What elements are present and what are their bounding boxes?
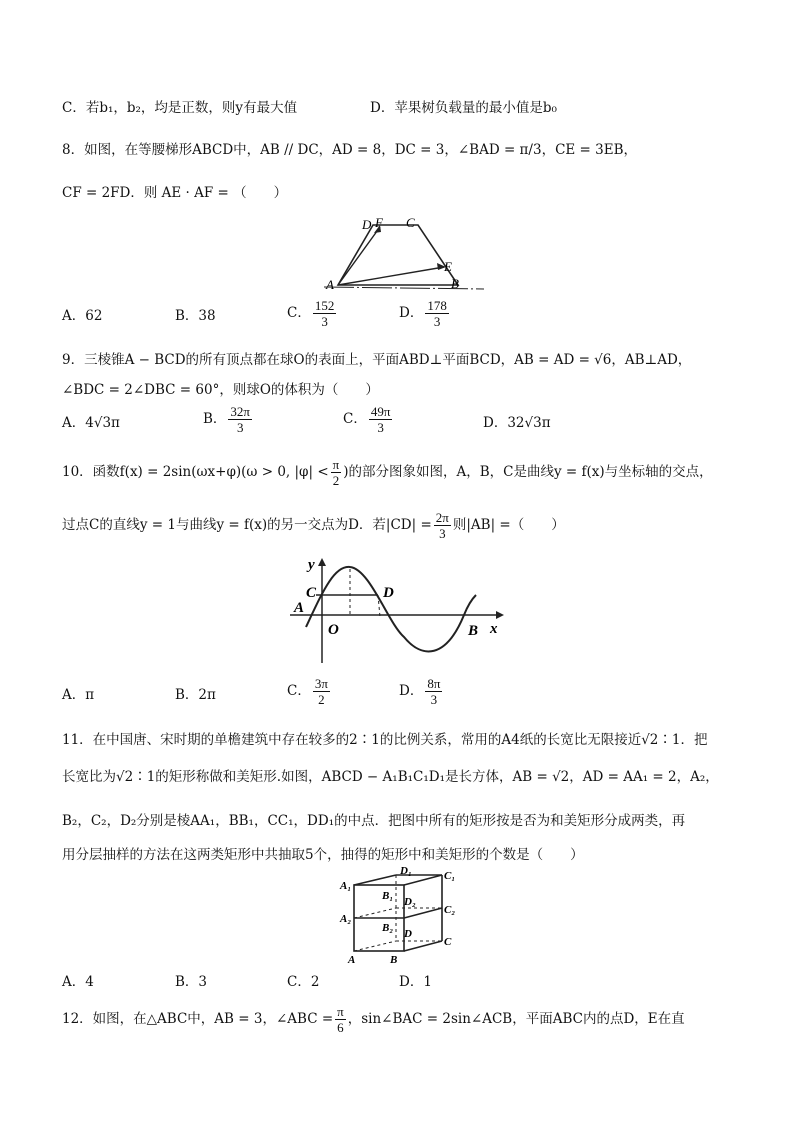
q11-cuboid-figure (336, 865, 466, 967)
q9-option-c-frac (369, 404, 393, 435)
q10-label-x: x (490, 621, 498, 637)
q10-stem-line2 (62, 510, 565, 541)
q8-label-c: C (406, 215, 415, 230)
q9-option-b-den: 3 (236, 420, 244, 435)
q11-label-a1: A₁ (340, 880, 352, 892)
q11-stem-line2: 长宽比为√2∶1的矩形称做和美矩形.如图，ABCD − A₁B₁C₁D₁是长方体，AB = √2，AD = AA₁ = 2，A₂， (62, 769, 719, 785)
q9-option-c-den: 3 (377, 420, 384, 435)
q8-trapezoid-figure (318, 213, 488, 295)
q10-label-d: D (383, 585, 394, 601)
q10-stem1-num: π (332, 457, 340, 472)
q10-option-d-den: 3 (430, 692, 438, 707)
q8-option-d (399, 298, 451, 329)
q8-option-c-frac (313, 298, 337, 329)
q10-label-y: y (308, 557, 315, 573)
q9-option-d: D．32√3π (483, 415, 551, 431)
q9-option-b-prefix: B． (203, 411, 227, 427)
q10-stem1-part-b: )的部分图象如图，A，B，C是曲线y = f(x)与坐标轴的交点， (343, 464, 713, 480)
q8-label-b: B (451, 276, 459, 291)
q10-stem2-frac (434, 510, 451, 541)
q8-stem-line1: 8．如图，在等腰梯形ABCD中，AB // DC，AD = 8，DC = 3，∠BAD = π/3，CE = 3EB， (62, 142, 638, 158)
q9-option-b-num: 32π (230, 404, 250, 419)
q10-option-b: B．2π (175, 687, 216, 703)
q9-option-a: A．4√3π (62, 415, 120, 431)
q10-stem2-part-b: 则|AB| =（ ） (452, 517, 565, 533)
q12-stem1-part-a: 12．如图，在△ABC中，AB = 3，∠ABC = (62, 1011, 334, 1027)
q11-label-b: B (390, 954, 398, 966)
q12-stem1-den: 6 (337, 1020, 344, 1035)
q9-option-c-prefix: C． (343, 411, 367, 427)
q11-label-b1: B₁ (382, 890, 394, 902)
q9-option-c-num: 49π (370, 404, 391, 419)
q11-option-a: A．4 (62, 974, 94, 990)
q11-label-d: D (404, 928, 412, 940)
q7-option-c: C．若b₁，b₂，均是正数，则y有最大值 (62, 100, 298, 116)
q10-stem1-frac (331, 457, 342, 488)
q9-stem-line2: ∠BDC = 2∠DBC = 60°，则球O的体积为（ ） (62, 382, 379, 398)
q11-option-b: B．3 (175, 974, 208, 990)
q8-option-c-num: 152 (314, 298, 335, 313)
q10-option-d-num: 8π (427, 676, 441, 691)
q10-option-c-den: 2 (318, 692, 325, 707)
q8-option-d-num: 178 (427, 298, 447, 313)
q11-label-d1: D₁ (400, 865, 412, 877)
q11-label-a: A (348, 954, 356, 966)
q11-label-a2: A₂ (340, 913, 352, 925)
q11-stem-line4: 用分层抽样的方法在这两类矩形中共抽取5个，抽得的矩形中和美矩形的个数是（ ） (62, 847, 584, 863)
q10-option-d-frac (425, 676, 442, 707)
q10-stem1-part-a: 10．函数f(x) = 2sin(ωx+φ)(ω > 0, |φ| < (62, 464, 329, 480)
q10-option-c-prefix: C． (287, 683, 311, 699)
q10-option-c-frac (313, 676, 330, 707)
q11-option-d: D．1 (399, 974, 432, 990)
q10-option-c-num: 3π (314, 676, 328, 691)
q8-label-e: E (444, 259, 452, 274)
q9-stem-line1: 9．三棱锥A − BCD的所有顶点都在球O的表面上，平面ABD⊥平面BCD，AB = AD = √6，AB⊥AD， (62, 352, 692, 368)
q12-stem-line1 (62, 1004, 685, 1035)
q8-option-c-den: 3 (321, 314, 328, 329)
q12-stem1-num: π (337, 1004, 344, 1019)
q10-sine-graph (288, 555, 508, 667)
q8-label-a: A (326, 277, 334, 292)
q8-option-d-prefix: D． (399, 305, 424, 321)
q11-stem-line1: 11．在中国唐、宋时期的单檐建筑中存在较多的2∶1的比例关系，常用的A4纸的长宽比无限接近√2∶1．把 (62, 732, 708, 748)
q8-option-a: A．62 (62, 308, 103, 324)
q10-stem-line1 (62, 457, 713, 488)
q11-label-b2: B₂ (382, 922, 394, 934)
q8-option-c (287, 298, 338, 329)
q8-stem-line2: CF = 2FD．则 AE · AF = （ ） (62, 185, 288, 201)
q8-label-f: F (375, 215, 383, 230)
q9-option-b-frac (228, 404, 252, 435)
q10-option-d-prefix: D． (399, 683, 424, 699)
q10-label-b: B (468, 623, 479, 639)
q9-option-c (343, 404, 394, 435)
q10-label-o: O (328, 622, 339, 638)
q10-stem2-den: 3 (439, 526, 446, 541)
q7-option-d: D．苹果树负载量的最小值是b₀ (370, 100, 557, 116)
q9-option-b (203, 404, 254, 435)
q12-stem1-frac (335, 1004, 346, 1035)
q11-label-c1: C₁ (444, 870, 456, 882)
q10-stem2-num: 2π (435, 510, 449, 525)
q10-label-c: C (306, 585, 317, 601)
q11-label-d2: D₂ (404, 896, 416, 908)
q8-option-c-prefix: C． (287, 305, 311, 321)
q8-option-b: B．38 (175, 308, 216, 324)
q10-stem1-den: 2 (332, 473, 340, 488)
q10-option-a: A．π (62, 687, 95, 703)
q11-stem-line3: B₂，C₂，D₂分别是棱AA₁，BB₁，CC₁，DD₁的中点．把图中所有的矩形按是否为和美矩形分成两类，再 (62, 813, 686, 829)
q10-option-d (399, 676, 444, 707)
q10-option-c (287, 676, 332, 707)
q12-stem1-part-b: ，sin∠BAC = 2sin∠ACB，平面ABC内的点D，E在直 (347, 1011, 685, 1027)
q8-option-d-frac (425, 298, 449, 329)
q8-label-d: D (362, 217, 372, 232)
q8-option-d-den: 3 (433, 314, 441, 329)
q11-label-c: C (444, 936, 452, 948)
q11-label-c2: C₂ (444, 904, 456, 916)
q11-option-c: C．2 (287, 974, 320, 990)
q10-label-a: A (294, 600, 305, 616)
q10-stem2-part-a: 过点C的直线y = 1与曲线y = f(x)的另一交点为D．若|CD| = (62, 517, 432, 533)
